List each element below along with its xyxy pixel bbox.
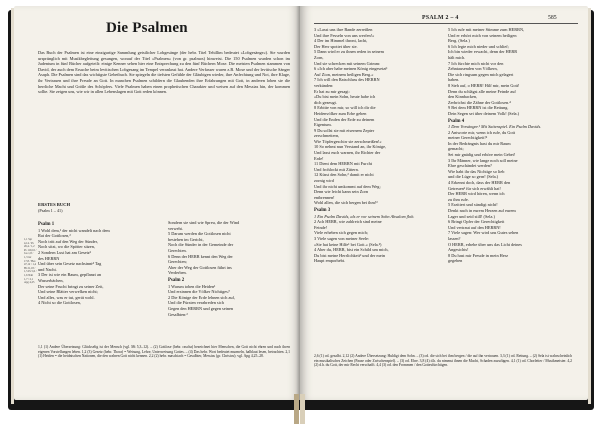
verse-line: Und lasst euch warnen, ihr Richter der <box>314 150 381 156</box>
verse-line: Zerbrichst die Zähne der Gottlosen.⁴ <box>448 99 511 105</box>
verse-line: »Sie hat keine Hilfe¹ bei Gott.« (Sela.²) <box>314 241 382 247</box>
verse-line: verkünden: <box>314 82 334 88</box>
verse-line: 4 Nicht so die Gottlosen, <box>38 300 81 306</box>
verse-line: 2 Ach HERR, wie zahlreich sind meine <box>314 219 382 225</box>
footnotes-left: 1,1 (1) Andere Übersetzung: Glückselig ist der Mensch (vgl. Mt 5,3–12). – (2) Gottlose (hebr. rascha) bezeichnet hier Menschen, die Gott nicht ehren und nach ihren eigenen Vorstellungen leben. 1,2 (3) Gesetz (hebr. Thora) = Weisung, Lehre, Unterweisung Gottes. – (4) Das hebr. Wort bedeutet murmeln, halblaut lesen, betrachten. 2,1 (1) Heiden = die heidnischen Nationen, die den wahren Gott nicht kennen. 2,2 (2) hebr. maschiach = Gesalbter, Messias (gr. Christos); vgl. Apg 4,25–28. <box>38 345 290 358</box>
verse-line: dich gezeugt. <box>314 99 337 105</box>
verse-line: gegeben <box>448 258 463 264</box>
verse-line: 1 Wohl dem,¹ der nicht wandelt nach dem <box>38 227 110 233</box>
psalm-superscription: 1 Ein Psalm Davids, als er vor seinem Sohn Absalom floh. <box>314 213 415 219</box>
verse-line: Zehntausenden von Völkern, <box>448 66 498 72</box>
verse-line: »Du bist mein Sohn, heute habe ich <box>314 94 376 100</box>
verse-line: haben. <box>448 77 460 83</box>
verse-line: Und alles, was er tut, gerät wohl. <box>38 294 95 300</box>
verse-line: Und die Enden der Erde zu deinem <box>314 116 375 122</box>
running-title: PSALM 2 – 4 <box>422 15 459 21</box>
chapter-title: Die Psalmen <box>106 20 188 36</box>
verse-line: Haupt emporhebt. <box>314 258 346 264</box>
verse-line: 10 So nehmt nun Verstand an, ihr Könige, <box>314 144 387 150</box>
verse-line: und die Lüge so gern! (Sela.) <box>448 174 499 180</box>
verse-line: Und ihre Fesseln von uns werfen!« <box>314 32 375 38</box>
verse-line: des HERRN <box>38 255 60 261</box>
verse-line: Wie habt ihr das Nichtige so lieb <box>448 168 505 174</box>
verse-line: Getreuen³ für sich erwählt hat! <box>448 185 501 191</box>
verse-line: 6 Ich legte mich nieder und schlief; <box>448 43 509 49</box>
verse-line: Denn wie leicht kann sein Zorn <box>314 189 369 195</box>
verse-line: Gerechten. <box>168 247 187 253</box>
verse-line: Auf Zion, meinem heiligen Berg.« <box>314 71 374 77</box>
right-column-1 <box>314 27 438 264</box>
verse-line: Berg. (Sela.) <box>448 38 470 44</box>
verse-line: Ich bin wieder erwacht, denn der HERR <box>448 49 518 55</box>
verse-line: Wohl allen, die sich bergen bei ihm!³ <box>314 200 378 206</box>
section-range: (Psalm 1 – 41) <box>38 207 63 213</box>
verse-line: 2 Die Könige der Erde lehnen sich auf, <box>168 294 236 300</box>
verse-line: 2 Sondern Lust hat am Gesetz³ <box>38 249 91 255</box>
verse-line: zu ihm rufe. <box>448 196 469 202</box>
verse-line: Der HERR wird hören, wenn ich <box>448 191 505 197</box>
verse-line: 6 »Ich aber habe meinen König eingesetzt¹ <box>314 66 388 72</box>
footnotes-right: 2,6 (1) od. gesalbt. 2,12 (2) Andere Übersetzung: Huldigt dem Sohn. – (3) od. die sich bei ihm bergen / die auf ihn vertrauen. 3,3 (1) od. Rettung. – (2) Sela ist wahrscheinlich ein musikalisches Zeichen (Pause oder Zwischenspiel). – (3) od. Ehre. 3,8 (4) d.h. du nimmst ihnen die Macht, Schaden zuzufügen. 4,1 (1) od. Chorleiter / Musikmeister. 4,2 (2) d.h. du Gott, der mir Recht verschafft. 4,4 (3) od. den Frommen / den Gottesfürchtigen. <box>314 354 572 367</box>
psalm-heading: Psalm 1 <box>38 222 55 227</box>
verse-line: Feinde! <box>314 224 328 230</box>
verse-line: 5 Erzittert und sündigt nicht! <box>448 202 498 208</box>
verse-line: Sei mir gnädig und erhöre mein Gebet! <box>448 152 516 158</box>
verse-line: Und vertraut auf den HERRN! <box>448 224 501 230</box>
verse-line: 8 Steh auf, o HERR! Hilf mir, mein Gott! <box>448 82 520 88</box>
left-page <box>14 6 300 400</box>
verse-line: Und sie schrecken mit seinem Grimm: <box>314 60 381 66</box>
psalm-heading: Psalm 2 <box>168 277 185 283</box>
verse-line: Heidenvölker zum Erbe geben <box>314 110 367 116</box>
verse-line: zornig wird <box>314 178 334 184</box>
verse-line: lassen? <box>448 235 461 241</box>
psalm-heading: Psalm 3 <box>314 208 331 213</box>
verse-line: 5 Darum werden die Gottlosen nicht <box>168 231 231 237</box>
left-column-2 <box>168 220 290 317</box>
verse-line: und Nacht. <box>38 266 57 272</box>
verse-line: 8 Du hast mir Freude in mein Herz <box>448 252 509 258</box>
section-label-block <box>38 202 158 213</box>
verse-line: 7 Ich fürchte mich nicht vor den <box>448 60 504 66</box>
verse-line: Wie Töpfergeschirr sie zerschmeißen!« <box>314 138 382 144</box>
verse-line: 9 Bei dem HERRN ist die Rettung. <box>448 105 509 111</box>
verse-line: Eigentum. <box>314 122 332 128</box>
verse-line: bestehen im Gericht, <box>168 236 204 242</box>
verse-line: 3 »Lasst uns ihre Bande zerreißen <box>314 27 373 32</box>
left-column-1 <box>38 220 160 306</box>
verse-line: In der Bedrängnis hast du mir Raum <box>448 140 511 146</box>
verse-line: Lager und seid still! (Sela.) <box>448 213 495 219</box>
verse-line: Wasserbächen, <box>38 277 64 283</box>
book-introduction: Das Buch der Psalmen ist eine einzigartige Sammlung geistlicher Lobgesänge (der hebr. Titel Tehillim bedeutet »Lobgesänge«). Sie wurden ursprünglich mit Musikbegleitung gesungen, worauf der Titel »Psalmen« (von gr. psalmos) hinweist. Die 150 Psalmen wurden schon im Judentum in fünf Bücher aufgeteilt: einige Kenner sehen hier eine Entsprechung zu den fünf Büchern Mose. Die meisten Psalmen stammen von David, der auch dem Ersuche beim levitischen Lobgesang im Tempel veranlasst hat. Andere Verfasser waren z.B. Mose und der levitische Sänger Asaph. Die Psalmen sind das wichtigste Gebetbuch. Sie spiegeln die tiefsten Gefühle der Gläubigen wieder, ihre Anfechtung und Not, ihre Klage, ihr Vertrauen und ihre Freude an Gott. In manchen Psalmen schildern die Glaubenden ihre Erfahrungen mit Gott, in anderen loben sie die herrliche Macht und Größe des Schöpfers. Viele Psalmen haben einen prophetischen Charakter und weisen auf den Messias hin, der kommen sollte. Sie zeigen uns, wie wir in allen Lebenslagen mit Gott reden können. <box>38 50 290 95</box>
verse-line: 3 Der ist wie ein Baum, gepflanzt an <box>38 272 102 278</box>
ribbon-marker[interactable] <box>294 394 299 424</box>
verse-line: Angesichts! <box>448 247 469 253</box>
verse-line: Der seine Frucht bringt zu seiner Zeit, <box>38 283 104 289</box>
verse-line: Dein Segen sei über deinem Volk! (Sela.) <box>448 110 520 116</box>
verse-line: Und seine Blätter verwelken nicht; <box>38 289 98 295</box>
verse-line: Gesalbten:² <box>168 311 188 317</box>
verse-line: Gerechten; <box>168 259 187 265</box>
verse-line: 4 Aber du, HERR, bist ein Schild um mich, <box>314 247 389 253</box>
right-column-2 <box>448 27 572 264</box>
verse-line: Gegen den HERRN und gegen seinen <box>168 305 234 311</box>
verse-line: Und ersinnen die Völker Nichtiges? <box>168 289 230 295</box>
page-number: 585 <box>548 15 557 21</box>
verse-line: Die sich ringsum gegen mich gelagert <box>448 71 514 77</box>
header-rule <box>314 23 578 24</box>
verse-line: O HERR, erhebe über uns das Licht deines <box>448 241 522 247</box>
verse-line: 1 Warum toben die Heiden¹ <box>168 283 216 289</box>
psalm-heading: Psalm 4 <box>448 118 465 124</box>
cross-references-margin: 1,1 Spr 4,14 / Ps 26,4 / 1,2 Ps 119,16 / Jos 1,8 / 1,3 Jer 17,8 / Hes 47,12 / 1,4 Hi 21,18 / 1,5 Ps 5,6 / 1,6 Nah 1,7 / 2,1 Apg 4,25 <box>24 238 37 285</box>
verse-line: 7 Ich will den Ratschluss des HERRN <box>314 77 380 83</box>
verse-line: Du bist meine Herrlichkeit³ und der mein <box>314 252 385 258</box>
verse-line: Erde! <box>314 155 324 161</box>
verse-line: Sondern sie sind wie Spreu, die der Wind <box>168 220 240 225</box>
verse-line: Und er erhört mich von seinem heiligen <box>448 32 517 38</box>
verse-line: Viele erheben sich gegen mich; <box>314 230 368 236</box>
verse-line: Rat der Gottlosen,² <box>38 233 71 239</box>
verse-line: Und die Fürsten verabreden sich <box>168 300 224 306</box>
verse-line: Und über sein Gesetz nachsinnt⁴ Tag <box>38 261 102 267</box>
verse-line: hält mich. <box>448 54 466 60</box>
verse-line: Noch tritt auf den Weg der Sünder, <box>38 238 98 244</box>
verse-line: gemacht; <box>448 146 464 152</box>
verse-line: Der Herr spottet über sie. <box>314 43 358 49</box>
verse-line: Verderben. <box>168 270 187 276</box>
verse-line: 9 Du sollst sie mit eisernem Zepter <box>314 127 375 133</box>
verse-line: 12 Küsst den Sohn,² damit er nicht <box>314 172 374 178</box>
verse-line: Aber der Weg der Gottlosen führt ins <box>168 264 232 270</box>
psalm-1-verses <box>38 228 160 306</box>
right-page <box>300 6 588 400</box>
verse-line: 7 Viele sagen: Wer wird uns Gutes sehen <box>448 230 519 236</box>
verse-line: 6 Bringt Opfer der Gerechtigkeit <box>448 219 505 225</box>
verse-line: 4 Erkennt doch, dass der HERR den <box>448 180 511 186</box>
open-bible <box>8 6 594 410</box>
verse-line: 5 Ich rufe mit meiner Stimme zum HERRN, <box>448 27 525 32</box>
verse-line: den Kinnbacken, <box>448 94 478 100</box>
page-edges-right <box>588 8 591 404</box>
verse-line: Denn du schlägst alle meine Feinde auf <box>448 88 516 94</box>
verse-line: Und frohlockt mit Zittern. <box>314 166 359 172</box>
verse-line: meiner Gerechtigkeit!² <box>448 135 488 141</box>
verse-line: Noch die Sünder in der Gemeinde der <box>168 242 234 248</box>
verse-line: Ehre geschändet werden? <box>448 163 492 169</box>
verse-line: Und ihr nicht umkommt auf dem Weg; <box>314 183 381 189</box>
verse-line: 5 Dann wird er zu ihnen reden in seinem <box>314 49 384 55</box>
verse-line: 3 Viele sagen von meiner Seele: <box>314 235 370 241</box>
verse-line: entbrennen! <box>314 194 335 200</box>
verse-line: Er hat zu mir gesagt: <box>314 88 350 94</box>
verse-line: zerschmettern, <box>314 133 340 139</box>
ribbon-marker[interactable] <box>300 394 305 424</box>
verse-line: 8 Erbitte von mir, so will ich dir die <box>314 105 376 111</box>
verse-line: 3 Ihr Männer, wie lange noch soll meine <box>448 157 518 163</box>
verse-line: 2 Antworte mir, wenn ich rufe, du Gott <box>448 129 516 135</box>
verse-line: Noch sitzt, wo die Spötter sitzen, <box>38 244 95 250</box>
psalm-superscription: 1 Dem Vorsänger.¹ Mit Saitenspiel. Ein Psalm Davids. <box>448 124 542 130</box>
verse-line: Zorn, <box>314 54 324 60</box>
section-label: ERSTES BUCH <box>38 202 71 207</box>
verse-line: 6 Denn der HERR kennt den Weg der <box>168 253 233 259</box>
verse-line: 11 Dient dem HERRN mit Furcht <box>314 161 372 167</box>
verse-line: 4 Der im Himmel thront, lacht, <box>314 38 368 44</box>
verse-line: verweht. <box>168 225 183 231</box>
verse-line: Denkt nach in eurem Herzen auf eurem <box>448 208 516 213</box>
